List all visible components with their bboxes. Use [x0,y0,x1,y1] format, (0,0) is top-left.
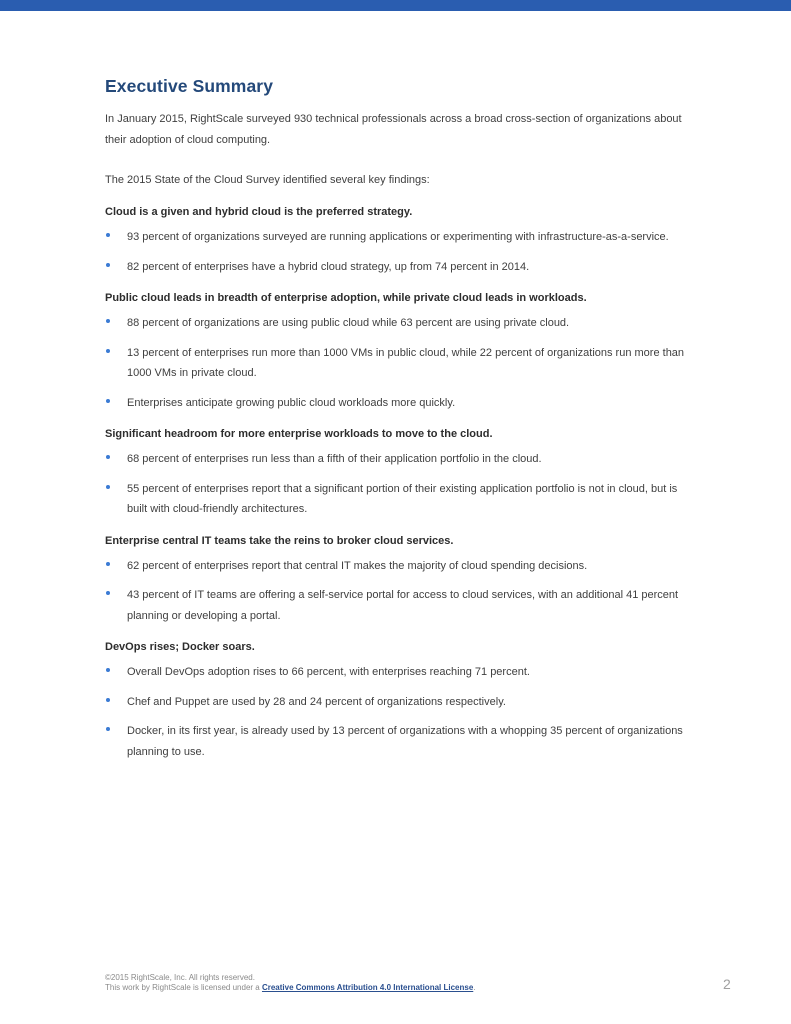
bullet-dot-icon [106,399,110,403]
section-heading: Significant headroom for more enterprise workloads to move to the cloud. [105,428,493,440]
license-prefix: This work by RightScale is licensed under a [105,983,262,992]
bullet-item [105,662,687,683]
section-heading: Public cloud leads in breadth of enterprise adoption, while private cloud leads in workloads. [105,292,587,304]
section-heading: Enterprise central IT teams take the reins to broker cloud services. [105,534,454,547]
intro-paragraph: In January 2015, RightScale surveyed 930 technical professionals across a broad cross-section of organizations about their adoption of cloud computing. [105,113,682,146]
bullet-text: 68 percent of enterprises run less than a fifth of their application portfolio in the cloud. [127,453,542,465]
bullet-dot-icon [106,698,110,702]
bullet-item [105,343,687,384]
bullet-text: 88 percent of organizations are using public cloud while 63 percent are using private cloud. [127,317,570,329]
bullet-item [105,257,687,278]
finding-section [105,204,705,277]
page-content [105,76,705,775]
bullet-list [105,449,705,520]
bullet-item [105,449,687,470]
bullet-item [105,556,687,577]
bullet-item [105,479,687,520]
bullet-item [105,692,687,713]
bullet-text: Chef and Puppet are used by 28 and 24 percent of organizations respectively. [127,695,506,708]
bullet-dot-icon [106,233,110,237]
footer [105,973,476,993]
finding-section [105,533,705,627]
bullet-text: 62 percent of enterprises report that central IT makes the majority of cloud spending decisions. [127,559,588,572]
finding-section [105,639,705,762]
page-number: 2 [723,976,731,992]
findings-intro: The 2015 State of the Cloud Survey identified several key findings: [105,174,430,186]
bullet-item [105,393,687,414]
bullet-item [105,721,687,762]
bullet-dot-icon [106,319,110,323]
bullet-dot-icon [106,562,110,566]
bullet-item [105,585,687,626]
bullet-list [105,227,705,277]
bullet-dot-icon [106,263,110,267]
license-line [105,983,476,993]
bullet-text: 55 percent of enterprises report that a significant portion of their existing application portfolio is not in cloud, but is built with cloud-friendly architectures. [127,482,678,515]
bullet-text: 43 percent of IT teams are offering a self-service portal for access to cloud services, with an additional 41 percent planning or developing a portal. [127,589,679,622]
bullet-text: Enterprises anticipate growing public cloud workloads more quickly. [127,396,456,409]
bullet-text: 93 percent of organizations surveyed are running applications or experimenting with infrastructure-as-a-service. [127,231,669,243]
bullet-text: Overall DevOps adoption rises to 66 percent, with enterprises reaching 71 percent. [127,666,530,678]
copyright-text: ©2015 RightScale, Inc. All rights reserved. [105,973,255,982]
license-suffix: . [473,983,476,992]
finding-section [105,426,705,520]
bullet-list [105,662,705,762]
bullet-item [105,227,687,248]
bullet-text: 82 percent of enterprises have a hybrid cloud strategy, up from 74 percent in 2014. [127,260,530,273]
bullet-dot-icon [106,455,110,459]
bullet-text: Docker, in its first year, is already used by 13 percent of organizations with a whopping 35 percent of organizations planning to use. [127,725,683,758]
page-title: Executive Summary [105,76,274,96]
section-heading: Cloud is a given and hybrid cloud is the preferred strategy. [105,206,413,218]
bullet-list [105,556,705,627]
bullet-list [105,313,705,413]
bullet-dot-icon [106,727,110,731]
top-accent-bar [0,0,791,11]
bullet-dot-icon [106,591,110,595]
bullet-text: 13 percent of enterprises run more than 1000 VMs in public cloud, while 22 percent of organizations run more than 1000 VMs in private cloud. [127,346,685,379]
findings-sections [105,204,705,762]
bullet-dot-icon [106,668,110,672]
section-heading: DevOps rises; Docker soars. [105,641,255,653]
finding-section [105,290,705,413]
bullet-dot-icon [106,349,110,353]
license-link[interactable]: Creative Commons Attribution 4.0 International License [261,983,474,992]
bullet-dot-icon [106,485,110,489]
bullet-item [105,313,687,334]
